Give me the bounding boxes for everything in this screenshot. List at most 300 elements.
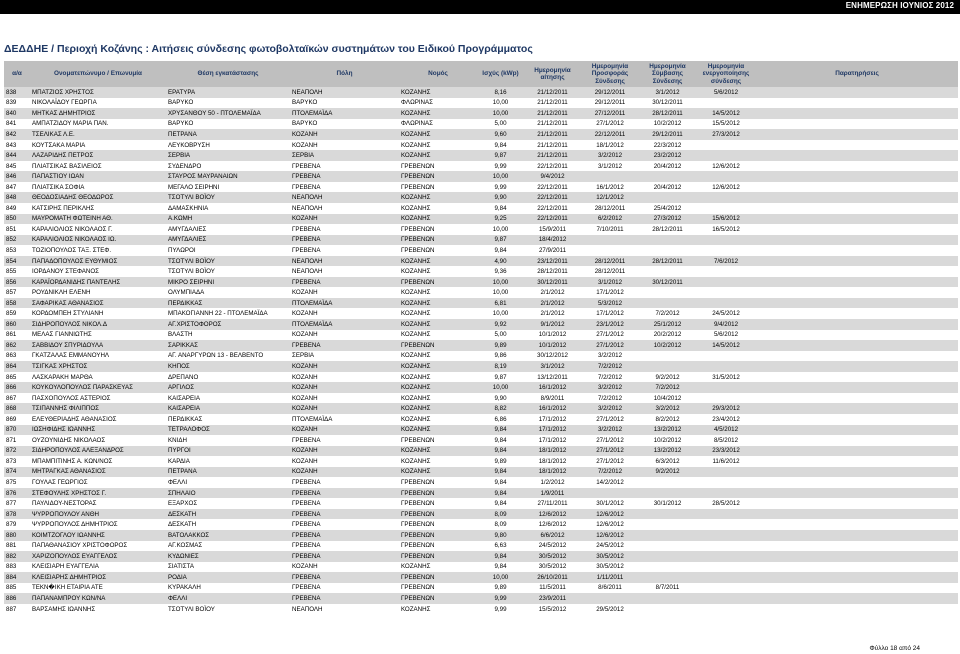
table-cell: 9/2/2012 [639, 467, 696, 478]
table-row [4, 224, 958, 235]
table-cell: ΙΟΡΔΑΝΟΥ ΣΤΕΦΑΝΟΣ [30, 266, 166, 277]
table-cell: 6,63 [477, 541, 524, 552]
table-cell: 3/2/2012 [581, 382, 639, 393]
table-cell: ΑΓ. ΑΝΑΡΓΥΡΩΝ 13 - ΒΕΛΒΕΝΤΟ [166, 351, 290, 362]
table-cell: ΚΟΖΑΝΗ [290, 393, 399, 404]
table-cell: ΚΟΖΑΝΗ [290, 140, 399, 151]
table-cell [756, 593, 958, 604]
table-cell: 22/12/2011 [524, 203, 581, 214]
table-cell: ΚΟΖΑΝΗΣ [399, 298, 477, 309]
table-cell: ΠΕΤΡΑΝΑ [166, 467, 290, 478]
table-cell: ΓΡΕΒΕΝΑ [290, 182, 399, 193]
table-row [4, 119, 958, 130]
table-cell: 9,99 [477, 593, 524, 604]
table-cell: ΚΟΖΑΝΗΣ [399, 361, 477, 372]
table-cell [696, 467, 756, 478]
table-cell: 6/2/2012 [581, 214, 639, 225]
table-cell: ΚΟΖΑΝΗΣ [399, 108, 477, 119]
table-cell: ΓΡΕΒΕΝΑ [290, 245, 399, 256]
table-row [4, 308, 958, 319]
table-cell: ΣΤΕΦΟΥΛΗΣ ΧΡΗΣΤΟΣ Γ. [30, 488, 166, 499]
table-cell: 858 [4, 298, 30, 309]
table-cell [696, 593, 756, 604]
table-cell: 838 [4, 87, 30, 98]
table-cell: 14/5/2012 [696, 340, 756, 351]
table-row [4, 403, 958, 414]
table-cell: ΓΡΕΒΕΝΩΝ [399, 551, 477, 562]
table-cell: 9,99 [477, 604, 524, 615]
table-cell [756, 245, 958, 256]
table-cell: 3/2/2012 [639, 403, 696, 414]
table-cell: 6/3/2012 [639, 456, 696, 467]
table-cell [639, 488, 696, 499]
table-cell: 5/3/2012 [581, 298, 639, 309]
table-cell: ΒΑΡΥΚΟ [166, 119, 290, 130]
table-cell [756, 562, 958, 573]
table-cell: ΚΟΖΑΝΗΣ [399, 425, 477, 436]
table-cell: ΓΡΕΒΕΝΑ [290, 530, 399, 541]
table-cell: 24/5/2012 [696, 308, 756, 319]
table-cell: ΓΡΕΒΕΝΩΝ [399, 224, 477, 235]
table-cell: 9,89 [477, 583, 524, 594]
table-row [4, 583, 958, 594]
table-cell: ΝΕΑΠΟΛΗ [290, 87, 399, 98]
table-cell: 28/12/2011 [639, 108, 696, 119]
table-cell [696, 604, 756, 615]
table-cell [756, 119, 958, 130]
table-cell: ΨΥΡΡΟΠΟΥΛΟΥ ΑΝΘΗ [30, 509, 166, 520]
table-cell: 24/5/2012 [524, 541, 581, 552]
table-cell: 29/12/2011 [581, 98, 639, 109]
table-cell: 21/12/2011 [524, 119, 581, 130]
table-cell: 874 [4, 467, 30, 478]
table-cell: 7/2/2012 [639, 308, 696, 319]
table-cell: Α.ΚΩΜΗ [166, 214, 290, 225]
table-cell: 9,84 [477, 245, 524, 256]
table-cell: ΓΡΕΒΕΝΩΝ [399, 530, 477, 541]
table-cell: ΣΑΡΙΚΚΑΣ [166, 340, 290, 351]
table-cell: 29/12/2011 [581, 87, 639, 98]
table-cell: ΜΕΓΑΛΟ ΣΕΙΡΗΝΙ [166, 182, 290, 193]
table-row [4, 393, 958, 404]
table-cell [581, 245, 639, 256]
table-row [4, 256, 958, 267]
table-cell: ΦΛΩΡΙΝΑΣ [399, 119, 477, 130]
table-cell: 879 [4, 519, 30, 530]
table-header [4, 61, 958, 87]
table-row [4, 351, 958, 362]
table-cell: ΔΕΣΚΑΤΗ [166, 519, 290, 530]
table-cell: 9,25 [477, 214, 524, 225]
table-cell [756, 182, 958, 193]
table-cell: 3/2/2012 [581, 425, 639, 436]
table-cell [639, 266, 696, 277]
table-cell: 21/12/2011 [524, 108, 581, 119]
table-cell: ΑΜΥΓΔΑΛΙΕΣ [166, 235, 290, 246]
table-cell: 21/12/2011 [524, 140, 581, 151]
table-cell: 8/6/2011 [581, 583, 639, 594]
table-cell: 28/12/2011 [581, 256, 639, 267]
table-cell: ΜΙΚΡΟ ΣΕΙΡΗΝΙ [166, 277, 290, 288]
table-cell [756, 192, 958, 203]
table-cell: ΠΑΣΧΟΠΟΥΛΟΣ ΑΣΤΕΡΙΟΣ [30, 393, 166, 404]
table-cell [696, 298, 756, 309]
table-cell: ΓΡΕΒΕΝΑ [290, 224, 399, 235]
table-cell: 15/9/2011 [524, 224, 581, 235]
table-cell: ΓΡΕΒΕΝΑ [290, 161, 399, 172]
table-cell: ΡΟΔΙΑ [166, 572, 290, 583]
table-cell: 27/12/2011 [581, 108, 639, 119]
top-banner [0, 0, 960, 14]
table-cell: 16/1/2012 [524, 382, 581, 393]
table-cell [696, 509, 756, 520]
column-header: Παρατηρήσεις [756, 61, 958, 87]
table-cell: 9,84 [477, 498, 524, 509]
table-cell [756, 509, 958, 520]
table-cell: 878 [4, 509, 30, 520]
table-cell: 10,00 [477, 108, 524, 119]
table-row [4, 541, 958, 552]
table-cell [756, 235, 958, 246]
table-cell: 30/12/2011 [524, 277, 581, 288]
table-row [4, 108, 958, 119]
table-cell: ΚΟΖΑΝΗ [290, 446, 399, 457]
table-cell: ΑΓ.ΧΡΙΣΤΟΦΟΡΟΣ [166, 319, 290, 330]
table-cell: ΣΙΔΗΡΟΠΟΥΛΟΣ ΑΛΕΞΑΝΔΡΟΣ [30, 446, 166, 457]
table-cell: ΚΟΖΑΝΗΣ [399, 446, 477, 457]
table-cell: 848 [4, 192, 30, 203]
table-cell: ΚΟΖΑΝΗΣ [399, 287, 477, 298]
column-header: Ημερομηνία Σύμβασης Σύνδεσης [639, 61, 696, 87]
table-cell: ΓΚΑΤΖΑΛΑΣ ΕΜΜΑΝΟΥΗΛ [30, 351, 166, 362]
table-cell: 885 [4, 583, 30, 594]
table-cell: 9,90 [477, 393, 524, 404]
table-cell: ΓΡΕΒΕΝΩΝ [399, 245, 477, 256]
table-cell [696, 530, 756, 541]
table-cell: 15/6/2012 [696, 214, 756, 225]
table-cell: 5/6/2012 [696, 330, 756, 341]
table-cell: 27/1/2012 [581, 435, 639, 446]
table-row [4, 203, 958, 214]
table-cell: ΚΗΠΟΣ [166, 361, 290, 372]
table-cell: ΔΕΣΚΑΤΗ [166, 509, 290, 520]
table-cell: ΒΛΑΣΤΗ [166, 330, 290, 341]
table-cell [639, 287, 696, 298]
table-cell: ΓΡΕΒΕΝΩΝ [399, 498, 477, 509]
table-cell: 5,00 [477, 119, 524, 130]
table-row [4, 551, 958, 562]
table-cell: 9,84 [477, 203, 524, 214]
table-cell: ΤΣΟΤΥΛΙ ΒΟΪΟΥ [166, 256, 290, 267]
table-cell [756, 277, 958, 288]
table-cell: ΤΣΙΓΚΑΣ ΧΡΗΣΤΟΣ [30, 361, 166, 372]
table-cell: 9,84 [477, 488, 524, 499]
table-cell [696, 287, 756, 298]
table-cell [696, 519, 756, 530]
table-cell: 22/3/2012 [639, 140, 696, 151]
table-cell: ΚΟΖΑΝΗ [290, 562, 399, 573]
table-cell [756, 330, 958, 341]
table-cell: 8,19 [477, 361, 524, 372]
table-cell [581, 488, 639, 499]
table-cell [756, 361, 958, 372]
table-cell [756, 351, 958, 362]
table-cell: 9/4/2012 [696, 319, 756, 330]
table-cell [756, 108, 958, 119]
table-cell: ΠΛΙΑΤΣΙΚΑ ΣΟΦΙΑ [30, 182, 166, 193]
table-cell: ΚΑΡΑΛΙΟΛΙΟΣ ΝΙΚΟΛΑΟΣ ΙΩ. [30, 235, 166, 246]
table-cell: 12/6/2012 [524, 509, 581, 520]
table-cell: 14/2/2012 [581, 477, 639, 488]
table-cell: ΓΡΕΒΕΝΩΝ [399, 477, 477, 488]
table-cell: ΠΥΡΓΟΙ [166, 446, 290, 457]
table-cell: 9,99 [477, 161, 524, 172]
table-cell: ΚΑΡΑΛΙΟΛΙΟΣ ΝΙΚΟΛΑΟΣ Γ. [30, 224, 166, 235]
table-cell: 8,09 [477, 509, 524, 520]
table-cell: ΠΤΟΛΕΜΑΪΔΑ [290, 108, 399, 119]
table-cell: 18/1/2012 [524, 467, 581, 478]
table-cell: ΓΡΕΒΕΝΑ [290, 583, 399, 594]
table-cell: 23/3/2012 [696, 446, 756, 457]
table-cell [696, 541, 756, 552]
table-cell: ΚΟΖΑΝΗ [290, 467, 399, 478]
table-cell: 887 [4, 604, 30, 615]
table-row [4, 604, 958, 615]
table-cell: 886 [4, 593, 30, 604]
table-cell: ΓΡΕΒΕΝΑ [290, 519, 399, 530]
table-cell: 9,84 [477, 446, 524, 457]
applications-table [4, 61, 958, 614]
table-cell [756, 382, 958, 393]
table-cell: 1/11/2011 [581, 572, 639, 583]
column-header: Ημερομηνία ενεργοποίησης σύνδεσης [696, 61, 756, 87]
table-cell: 3/1/2012 [581, 277, 639, 288]
table-cell: 22/12/2011 [524, 161, 581, 172]
table-cell: ΚΝΙΔΗ [166, 435, 290, 446]
table-cell: 10,00 [477, 308, 524, 319]
table-cell: ΣΙΔΗΡΟΠΟΥΛΟΣ ΝΙΚΟΛ.Δ [30, 319, 166, 330]
table-row [4, 530, 958, 541]
table-cell: 10/2/2012 [639, 340, 696, 351]
table-cell: ΝΕΑΠΟΛΗ [290, 203, 399, 214]
table-cell: ΚΟΡΔΟΜΠΕΗ ΣΤΥΛΙΑΝΗ [30, 308, 166, 319]
table-cell: ΒΑΡΥΚΟ [166, 98, 290, 109]
table-cell [696, 98, 756, 109]
table-cell: ΚΟΖΑΝΗ [290, 361, 399, 372]
table-cell: ΠΕΤΡΑΝΑ [166, 129, 290, 140]
table-cell [756, 319, 958, 330]
table-cell: 20/4/2012 [639, 161, 696, 172]
table-cell: ΚΛΕΙΣΙΑΡΗ ΕΥΑΓΓΕΛΙΑ [30, 562, 166, 573]
table-cell: 7/2/2012 [581, 393, 639, 404]
table-cell: ΓΡΕΒΕΝΩΝ [399, 488, 477, 499]
table-cell: 854 [4, 256, 30, 267]
table-cell: 851 [4, 224, 30, 235]
table-cell: ΚΟΖΑΝΗΣ [399, 266, 477, 277]
table-cell [756, 403, 958, 414]
table-cell [581, 171, 639, 182]
table-cell [696, 551, 756, 562]
table-row [4, 498, 958, 509]
table-cell: 9/4/2012 [524, 171, 581, 182]
table-row [4, 446, 958, 457]
table-cell: 30/12/2012 [524, 351, 581, 362]
table-cell: ΚΟΖΑΝΗΣ [399, 403, 477, 414]
table-row [4, 425, 958, 436]
table-cell: 23/9/2011 [524, 593, 581, 604]
table-cell: 28/12/2011 [581, 266, 639, 277]
table-cell: 844 [4, 150, 30, 161]
table-row [4, 330, 958, 341]
table-cell: ΓΡΕΒΕΝΩΝ [399, 435, 477, 446]
table-cell: ΔΡΕΠΑΝΟ [166, 372, 290, 383]
table-cell: ΠΤΟΛΕΜΑΪΔΑ [290, 414, 399, 425]
table-cell [756, 214, 958, 225]
table-cell: ΓΡΕΒΕΝΩΝ [399, 509, 477, 520]
table-cell: 27/1/2012 [581, 414, 639, 425]
table-cell: ΚΟΖΑΝΗΣ [399, 372, 477, 383]
table-cell: ΓΡΕΒΕΝΑ [290, 171, 399, 182]
table-cell: ΣΑΦΑΡΙΚΑΣ ΑΘΑΝΑΣΙΟΣ [30, 298, 166, 309]
table-cell: ΠΑΠΑΝΑΜΠΡΟΥ ΚΩΝ/ΝΑ [30, 593, 166, 604]
table-cell: 5,00 [477, 330, 524, 341]
table-cell: ΠΛΙΑΤΣΙΚΑΣ ΒΑΣΙΛΕΙΟΣ [30, 161, 166, 172]
table-row [4, 477, 958, 488]
table-cell: 841 [4, 119, 30, 130]
table-cell [756, 87, 958, 98]
table-cell: ΓΡΕΒΕΝΩΝ [399, 161, 477, 172]
table-cell [639, 530, 696, 541]
table-cell: ΤΣΙΠΑΝΝΗΣ ΦΙΛΙΠΠΟΣ [30, 403, 166, 414]
table-row [4, 519, 958, 530]
table-cell: ΚΟΖΑΝΗ [290, 372, 399, 383]
table-cell: 881 [4, 541, 30, 552]
table-row [4, 277, 958, 288]
table-row [4, 129, 958, 140]
table-cell: 9,84 [477, 425, 524, 436]
page-title: ΔΕΔΔΗΕ / Περιοχή Κοζάνης : Αιτήσεις σύνδεσης φωτοβολταϊκών συστημάτων του Ειδικού Προγράμματος [4, 43, 533, 55]
table-cell: ΓΡΕΒΕΝΑ [290, 541, 399, 552]
table-cell: ΣΠΗΛΑΙΟ [166, 488, 290, 499]
table-cell: 2/1/2012 [524, 298, 581, 309]
column-header: Ονοματεπώνυμο / Επωνυμία [30, 61, 166, 87]
table-cell: ΚΟΖΑΝΗ [290, 456, 399, 467]
table-cell: 9,84 [477, 435, 524, 446]
table-cell: 10,00 [477, 287, 524, 298]
table-cell: ΓΡΕΒΕΝΑ [290, 235, 399, 246]
table-cell [756, 414, 958, 425]
table-cell: 9,84 [477, 467, 524, 478]
table-cell: 8,16 [477, 87, 524, 98]
table-cell: ΚΟΖΑΝΗΣ [399, 150, 477, 161]
table-cell: ΡΟΥΔΝΙΚΛΗ ΕΛΕΝΗ [30, 287, 166, 298]
table-cell: 9,87 [477, 372, 524, 383]
table-cell: ΓΡΕΒΕΝΩΝ [399, 541, 477, 552]
table-cell: ΒΑΡΥΚΟ [290, 119, 399, 130]
table-cell: 14/5/2012 [696, 108, 756, 119]
table-cell [696, 140, 756, 151]
table-cell: 12/6/2012 [581, 530, 639, 541]
column-header: Ισχύς (kWp) [477, 61, 524, 87]
table-cell [756, 583, 958, 594]
table-cell: ΜΠΑΜΠΙΤΙΝΗΣ Α. ΚΩΝ/ΝΟΣ [30, 456, 166, 467]
table-cell: 21/12/2011 [524, 87, 581, 98]
table-row [4, 245, 958, 256]
table-cell: 29/5/2012 [581, 604, 639, 615]
table-cell [696, 477, 756, 488]
table-cell: 840 [4, 108, 30, 119]
table-cell: 872 [4, 446, 30, 457]
table-cell: 17/1/2012 [581, 308, 639, 319]
table-cell: ΜΑΥΡΟΜΑΤΗ ΦΩΤΕΙΝΗ ΑΘ. [30, 214, 166, 225]
table-cell: ΘΕΟΔΟΣΙΑΔΗΣ ΘΕΟΔΩΡΟΣ [30, 192, 166, 203]
table-cell: 20/2/2012 [639, 330, 696, 341]
table-cell [639, 551, 696, 562]
table-cell: 7/10/2011 [581, 224, 639, 235]
table-cell: 3/2/2012 [581, 403, 639, 414]
table-cell: 8/5/2012 [696, 435, 756, 446]
table-cell [639, 245, 696, 256]
table-cell: ΟΥΖΟΥΝΙΔΗΣ ΝΙΚΟΛΑΟΣ [30, 435, 166, 446]
table-cell: 10/2/2012 [639, 119, 696, 130]
table-cell: 10,00 [477, 224, 524, 235]
table-cell: ΛΕΥΚΟΒΡΥΣΗ [166, 140, 290, 151]
table-cell: 862 [4, 340, 30, 351]
table-cell: 21/12/2011 [524, 129, 581, 140]
table-cell: 10,00 [477, 171, 524, 182]
table-cell: 869 [4, 414, 30, 425]
page-number: Φύλλο 18 από 24 [869, 645, 920, 652]
table-cell: 28/12/2011 [524, 266, 581, 277]
column-header: Νομός [399, 61, 477, 87]
table-cell: 867 [4, 393, 30, 404]
table-cell [756, 298, 958, 309]
table-cell: 9,92 [477, 319, 524, 330]
table-row [4, 87, 958, 98]
table-cell: ΓΡΕΒΕΝΩΝ [399, 572, 477, 583]
table-cell [756, 435, 958, 446]
table-cell: ΚΟΙΜΤΖΟΓΛΟΥ ΙΩΑΝΝΗΣ [30, 530, 166, 541]
table-cell: ΕΞΑΡΧΟΣ [166, 498, 290, 509]
table-cell: 27/11/2011 [524, 498, 581, 509]
table-cell: 3/1/2012 [639, 87, 696, 98]
table-cell [581, 235, 639, 246]
table-cell [696, 171, 756, 182]
table-row [4, 235, 958, 246]
table-cell: 18/4/2012 [524, 235, 581, 246]
table-cell [696, 277, 756, 288]
table-cell: ΑΜΥΓΔΑΛΙΕΣ [166, 224, 290, 235]
table-cell: ΚΑΙΣΑΡΕΙΑ [166, 403, 290, 414]
table-cell: 880 [4, 530, 30, 541]
table-cell: ΓΡΕΒΕΝΩΝ [399, 593, 477, 604]
column-header: Πόλη [290, 61, 399, 87]
table-cell: 843 [4, 140, 30, 151]
table-cell [639, 192, 696, 203]
table-row [4, 414, 958, 425]
table-cell [756, 446, 958, 457]
table-cell: ΚΥΔΩΝΙΕΣ [166, 551, 290, 562]
table-cell: ΚΟΖΑΝΗΣ [399, 562, 477, 573]
table-cell [756, 224, 958, 235]
table-cell: 9,84 [477, 562, 524, 573]
table-cell: 864 [4, 361, 30, 372]
column-header: α/α [4, 61, 30, 87]
table-row [4, 266, 958, 277]
table-cell [696, 203, 756, 214]
table-cell: 12/6/2012 [524, 519, 581, 530]
table-row [4, 435, 958, 446]
